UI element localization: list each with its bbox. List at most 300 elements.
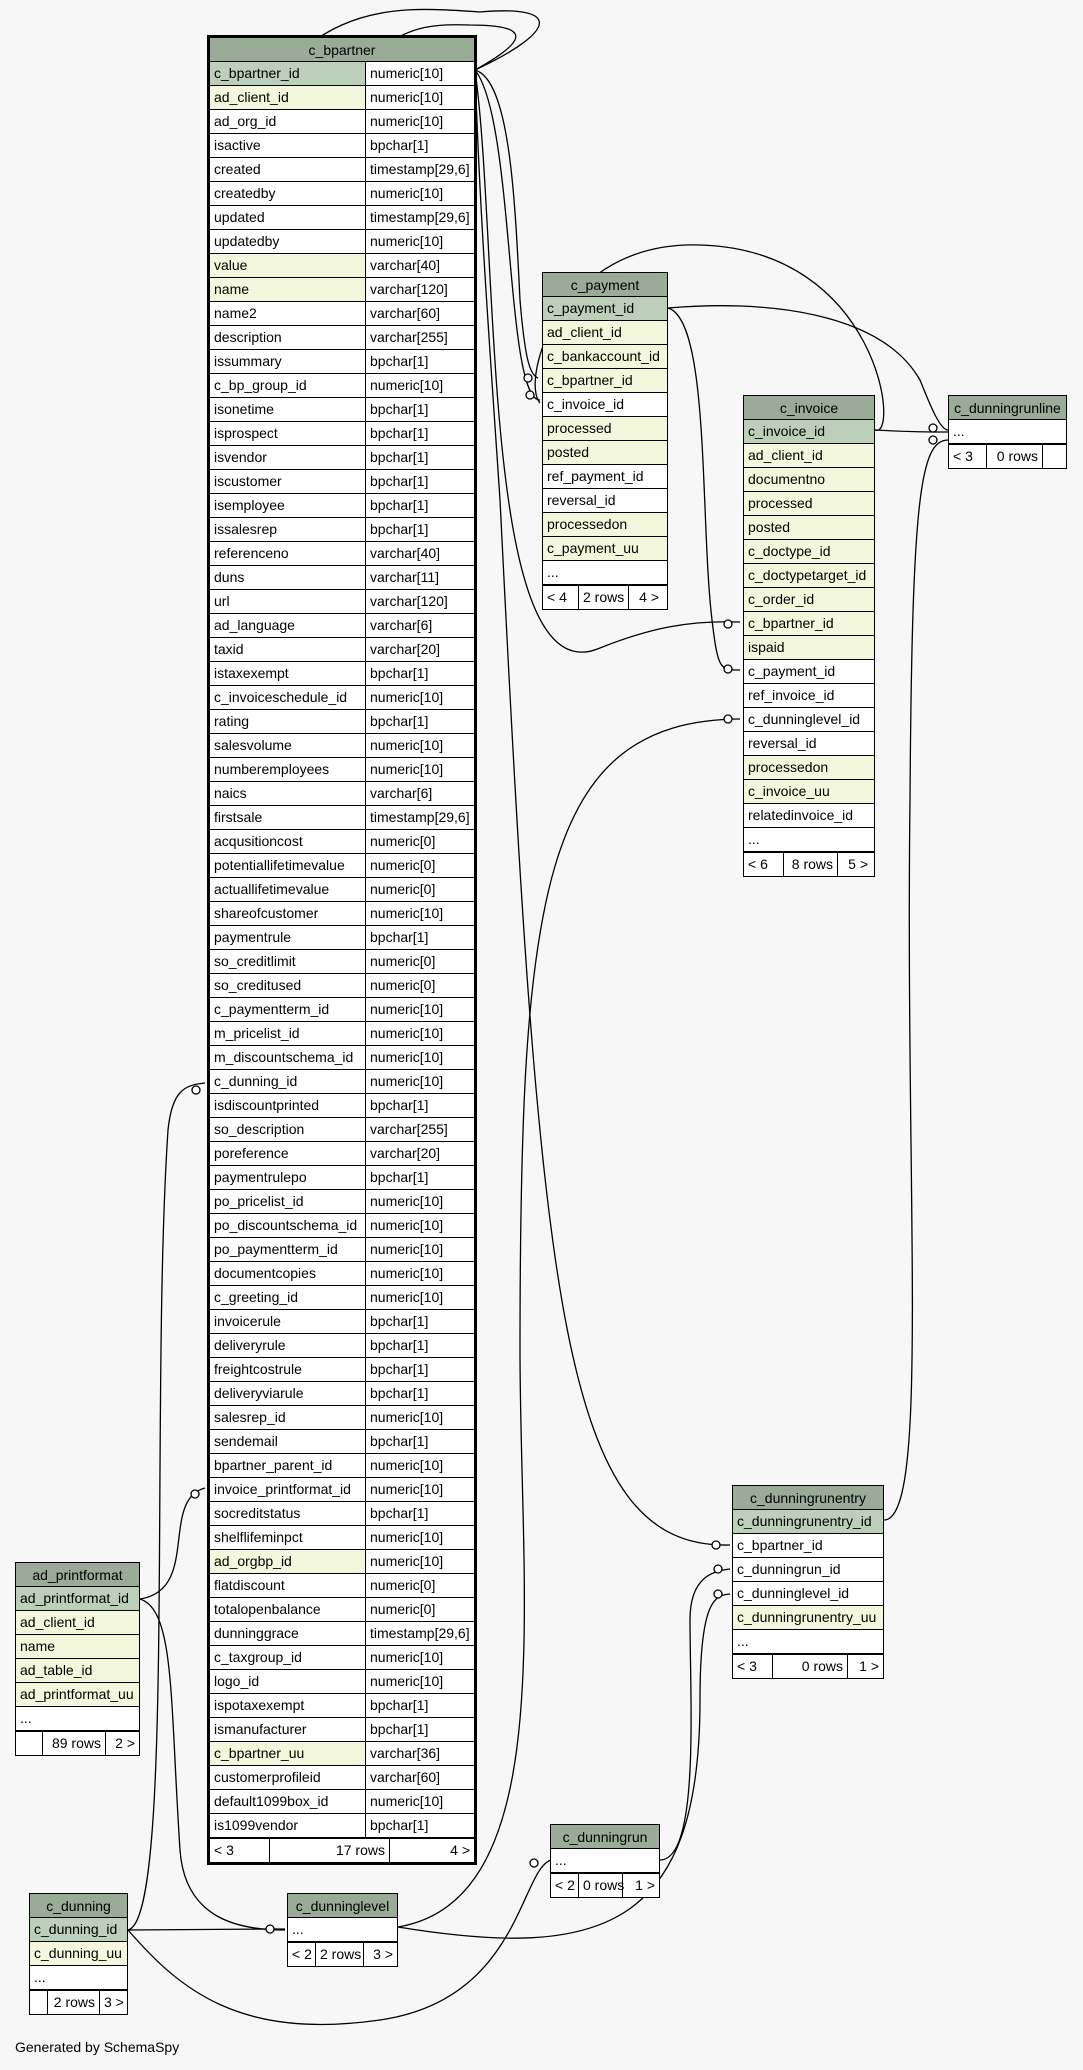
column-name: description bbox=[210, 326, 366, 349]
column-name: shelflifeminpct bbox=[210, 1526, 366, 1549]
column-type: numeric[10] bbox=[370, 1073, 444, 1089]
table-c-dunningrun[interactable] bbox=[550, 1824, 660, 1898]
column-type: numeric[10] bbox=[370, 1409, 444, 1425]
column-name: ref_invoice_id bbox=[748, 687, 835, 703]
column-row[interactable] bbox=[210, 1478, 474, 1502]
column-name: logo_id bbox=[210, 1670, 366, 1693]
column-type: numeric[0] bbox=[370, 833, 436, 849]
column-type: bpchar[1] bbox=[370, 665, 429, 681]
column-row[interactable] bbox=[210, 374, 474, 398]
column-row[interactable] bbox=[210, 1502, 474, 1526]
column-type: bpchar[1] bbox=[370, 425, 429, 441]
column-name: ad_client_id bbox=[210, 86, 366, 109]
parents-count[interactable] bbox=[16, 1732, 43, 1755]
column-name: m_discountschema_id bbox=[210, 1046, 366, 1069]
parents-count[interactable]: < 2 bbox=[288, 1943, 316, 1966]
column-row[interactable] bbox=[210, 1790, 474, 1814]
column-name: acqusitioncost bbox=[210, 830, 366, 853]
column-name: posted bbox=[543, 441, 667, 464]
column-row[interactable] bbox=[30, 1918, 127, 1942]
column-type: numeric[0] bbox=[370, 977, 436, 993]
column-type: bpchar[1] bbox=[370, 1337, 429, 1353]
column-type: timestamp[29,6] bbox=[370, 809, 470, 825]
children-count[interactable]: 4 > bbox=[639, 589, 659, 605]
column-name: flatdiscount bbox=[210, 1574, 366, 1597]
column-row[interactable] bbox=[210, 494, 474, 518]
column-name: c_bankaccount_id bbox=[543, 345, 667, 368]
column-type: bpchar[1] bbox=[370, 1097, 429, 1113]
parents-count[interactable]: < 2 bbox=[551, 1874, 579, 1897]
row-count: 8 rows bbox=[784, 853, 838, 876]
column-row[interactable] bbox=[210, 590, 474, 614]
column-name: ad_printformat_id bbox=[16, 1587, 139, 1610]
column-row[interactable] bbox=[210, 998, 474, 1022]
table-c-bpartner[interactable] bbox=[207, 35, 477, 1865]
parents-count[interactable] bbox=[30, 1991, 48, 2014]
column-name: c_taxgroup_id bbox=[210, 1646, 366, 1669]
column-type: varchar[255] bbox=[370, 1121, 448, 1137]
column-row[interactable] bbox=[210, 1334, 474, 1358]
column-row[interactable] bbox=[744, 564, 874, 588]
column-row[interactable] bbox=[210, 1166, 474, 1190]
column-row[interactable] bbox=[210, 86, 474, 110]
column-name: taxid bbox=[210, 638, 366, 661]
column-row[interactable] bbox=[744, 708, 874, 732]
column-name: c_payment_id bbox=[748, 663, 836, 679]
column-row[interactable] bbox=[210, 926, 474, 950]
column-name: ... bbox=[547, 564, 559, 580]
column-type: varchar[11] bbox=[370, 569, 439, 585]
column-row[interactable] bbox=[744, 684, 874, 708]
column-row[interactable] bbox=[733, 1630, 883, 1654]
column-row[interactable] bbox=[210, 1550, 474, 1574]
column-row[interactable] bbox=[733, 1534, 883, 1558]
column-name: c_paymentterm_id bbox=[210, 998, 366, 1021]
column-row[interactable] bbox=[543, 561, 667, 585]
column-row[interactable] bbox=[744, 636, 874, 660]
column-row[interactable] bbox=[733, 1510, 883, 1534]
column-row[interactable] bbox=[210, 278, 474, 302]
column-name: processedon bbox=[543, 513, 667, 536]
column-row[interactable] bbox=[543, 417, 667, 441]
column-row[interactable] bbox=[733, 1558, 883, 1582]
column-type: bpchar[1] bbox=[370, 353, 429, 369]
column-row[interactable] bbox=[30, 1942, 127, 1966]
column-row[interactable] bbox=[744, 756, 874, 780]
column-type: numeric[10] bbox=[370, 1649, 444, 1665]
column-type: bpchar[1] bbox=[370, 449, 429, 465]
column-name: bpartner_parent_id bbox=[210, 1454, 366, 1477]
column-name: ... bbox=[292, 1921, 304, 1937]
column-row[interactable] bbox=[543, 465, 667, 489]
table-title: c_dunninglevel bbox=[288, 1894, 397, 1918]
column-name: createdby bbox=[210, 182, 366, 205]
column-row[interactable] bbox=[210, 158, 474, 182]
column-name: isactive bbox=[210, 134, 366, 157]
column-row[interactable] bbox=[210, 1238, 474, 1262]
column-row[interactable] bbox=[210, 470, 474, 494]
column-name: issalesrep bbox=[210, 518, 366, 541]
parents-count[interactable]: < 6 bbox=[744, 853, 784, 876]
column-row[interactable] bbox=[744, 732, 874, 756]
column-row[interactable] bbox=[210, 1742, 474, 1766]
column-row[interactable] bbox=[210, 830, 474, 854]
column-row[interactable] bbox=[210, 638, 474, 662]
column-name: freightcostrule bbox=[210, 1358, 366, 1381]
table-footer bbox=[543, 585, 667, 609]
column-type: bpchar[1] bbox=[370, 713, 429, 729]
column-row[interactable] bbox=[210, 326, 474, 350]
column-type: numeric[10] bbox=[370, 113, 444, 129]
column-name: c_invoice_uu bbox=[744, 780, 874, 803]
column-type: numeric[10] bbox=[370, 1001, 444, 1017]
parents-count[interactable]: < 3 bbox=[733, 1655, 773, 1678]
column-row[interactable] bbox=[744, 420, 874, 444]
column-name: deliveryrule bbox=[210, 1334, 366, 1357]
column-name: documentno bbox=[744, 468, 874, 491]
column-name: so_creditused bbox=[210, 974, 366, 997]
column-name: default1099box_id bbox=[210, 1790, 366, 1813]
column-row[interactable] bbox=[210, 758, 474, 782]
column-row[interactable] bbox=[543, 537, 667, 561]
column-type: numeric[10] bbox=[370, 1241, 444, 1257]
table-c-dunninglevel[interactable] bbox=[287, 1893, 398, 1967]
column-name: name bbox=[210, 278, 366, 301]
column-name: firstsale bbox=[210, 806, 366, 829]
column-row[interactable] bbox=[210, 230, 474, 254]
row-count: 0 rows bbox=[987, 445, 1043, 468]
column-row[interactable] bbox=[543, 321, 667, 345]
children-count[interactable]: 3 > bbox=[104, 1994, 124, 2010]
column-row[interactable] bbox=[744, 804, 874, 828]
column-type: numeric[10] bbox=[370, 1289, 444, 1305]
column-row[interactable] bbox=[543, 369, 667, 393]
column-type: numeric[10] bbox=[370, 1529, 444, 1545]
column-name: c_dunning_uu bbox=[30, 1942, 127, 1965]
column-row[interactable] bbox=[210, 710, 474, 734]
column-name: is1099vendor bbox=[210, 1814, 366, 1837]
row-count: 17 rows bbox=[270, 1839, 390, 1862]
column-name: c_dunninglevel_id bbox=[748, 711, 861, 727]
column-row[interactable] bbox=[210, 1070, 474, 1094]
column-row[interactable] bbox=[210, 1406, 474, 1430]
table-c-dunningrunentry[interactable] bbox=[732, 1485, 884, 1679]
column-row[interactable] bbox=[210, 734, 474, 758]
table-c-dunning[interactable] bbox=[29, 1893, 128, 2015]
table-ad-printformat[interactable] bbox=[15, 1562, 140, 1756]
column-name: ispotaxexempt bbox=[210, 1694, 366, 1717]
column-name: ... bbox=[748, 831, 760, 847]
column-type: numeric[10] bbox=[370, 1793, 444, 1809]
column-name: paymentrulepo bbox=[210, 1166, 366, 1189]
column-name: ad_language bbox=[210, 614, 366, 637]
column-name: c_payment_uu bbox=[543, 537, 667, 560]
table-footer bbox=[288, 1942, 397, 1966]
column-name: ad_printformat_uu bbox=[16, 1683, 139, 1706]
column-name: numberemployees bbox=[210, 758, 366, 781]
column-name: c_bpartner_id bbox=[744, 612, 874, 635]
column-row[interactable] bbox=[210, 1622, 474, 1646]
column-row[interactable] bbox=[210, 1310, 474, 1334]
column-type: varchar[36] bbox=[370, 1745, 441, 1761]
column-row[interactable] bbox=[210, 350, 474, 374]
column-row[interactable] bbox=[210, 110, 474, 134]
column-row[interactable] bbox=[210, 1094, 474, 1118]
column-row[interactable] bbox=[733, 1606, 883, 1630]
column-row[interactable] bbox=[744, 516, 874, 540]
column-name: documentcopies bbox=[210, 1262, 366, 1285]
table-title: c_dunningrunline bbox=[949, 396, 1066, 420]
column-type: numeric[0] bbox=[370, 857, 436, 873]
column-row[interactable] bbox=[210, 1382, 474, 1406]
column-row[interactable] bbox=[744, 588, 874, 612]
column-row[interactable] bbox=[210, 1286, 474, 1310]
column-row[interactable] bbox=[210, 134, 474, 158]
column-name: ad_table_id bbox=[16, 1659, 139, 1682]
column-row[interactable] bbox=[16, 1707, 139, 1731]
column-row[interactable] bbox=[210, 1022, 474, 1046]
table-c-payment[interactable] bbox=[542, 272, 668, 610]
column-type: bpchar[1] bbox=[370, 1433, 429, 1449]
table-footer bbox=[949, 444, 1066, 468]
column-row[interactable] bbox=[210, 1214, 474, 1238]
column-name: value bbox=[210, 254, 366, 277]
column-row[interactable] bbox=[210, 1046, 474, 1070]
column-type: timestamp[29,6] bbox=[370, 209, 470, 225]
children-count[interactable]: 1 > bbox=[859, 1658, 879, 1674]
column-name: invoice_printformat_id bbox=[210, 1478, 366, 1501]
column-name: c_bpartner_uu bbox=[210, 1742, 366, 1765]
column-name: c_bpartner_id bbox=[543, 369, 667, 392]
column-row[interactable] bbox=[744, 468, 874, 492]
column-name: poreference bbox=[210, 1142, 366, 1165]
column-row[interactable] bbox=[551, 1849, 659, 1873]
column-row[interactable] bbox=[744, 780, 874, 804]
table-title: c_payment bbox=[543, 273, 667, 297]
column-type: bpchar[1] bbox=[370, 137, 429, 153]
column-row[interactable] bbox=[543, 393, 667, 417]
table-c-dunningrunline[interactable] bbox=[948, 395, 1067, 469]
column-row[interactable] bbox=[210, 518, 474, 542]
column-row[interactable] bbox=[16, 1659, 139, 1683]
column-type: numeric[10] bbox=[370, 1457, 444, 1473]
column-row[interactable] bbox=[210, 1142, 474, 1166]
column-name: ispaid bbox=[744, 636, 874, 659]
column-row[interactable] bbox=[744, 492, 874, 516]
column-row[interactable] bbox=[210, 1670, 474, 1694]
column-row[interactable] bbox=[210, 254, 474, 278]
column-row[interactable] bbox=[210, 1454, 474, 1478]
column-name: ad_client_id bbox=[16, 1611, 139, 1634]
column-row[interactable] bbox=[210, 1694, 474, 1718]
table-title: c_dunningrun bbox=[551, 1825, 659, 1849]
table-footer bbox=[733, 1654, 883, 1678]
column-type: numeric[10] bbox=[370, 233, 444, 249]
table-footer bbox=[30, 1990, 127, 2014]
column-row[interactable] bbox=[16, 1611, 139, 1635]
column-name: c_bp_group_id bbox=[210, 374, 366, 397]
column-name: c_dunninglevel_id bbox=[737, 1585, 850, 1601]
column-type: bpchar[1] bbox=[370, 1817, 429, 1833]
column-name: rating bbox=[210, 710, 366, 733]
column-row[interactable] bbox=[210, 1430, 474, 1454]
column-type: bpchar[1] bbox=[370, 1721, 429, 1737]
column-type: numeric[0] bbox=[370, 1601, 436, 1617]
column-name: m_pricelist_id bbox=[210, 1022, 366, 1045]
children-count[interactable]: 1 > bbox=[635, 1877, 655, 1893]
column-name: c_dunning_id bbox=[210, 1070, 366, 1093]
column-type: numeric[0] bbox=[370, 953, 436, 969]
column-row[interactable] bbox=[543, 297, 667, 321]
column-row[interactable] bbox=[210, 806, 474, 830]
column-row[interactable] bbox=[744, 612, 874, 636]
column-name: isdiscountprinted bbox=[210, 1094, 366, 1117]
children-count[interactable]: 3 > bbox=[373, 1946, 393, 1962]
column-type: numeric[10] bbox=[370, 1481, 444, 1497]
column-name: paymentrule bbox=[210, 926, 366, 949]
column-type: numeric[10] bbox=[370, 1049, 444, 1065]
column-row[interactable] bbox=[30, 1966, 127, 1990]
column-type: numeric[10] bbox=[370, 185, 444, 201]
column-row[interactable] bbox=[210, 1646, 474, 1670]
parents-count[interactable]: < 3 bbox=[949, 445, 987, 468]
column-type: numeric[10] bbox=[370, 737, 444, 753]
column-name: shareofcustomer bbox=[210, 902, 366, 925]
column-name: name2 bbox=[210, 302, 366, 325]
column-name: processedon bbox=[744, 756, 874, 779]
table-footer bbox=[16, 1731, 139, 1755]
column-row[interactable] bbox=[210, 206, 474, 230]
column-row[interactable] bbox=[744, 828, 874, 852]
column-type: numeric[10] bbox=[370, 905, 444, 921]
column-type: numeric[10] bbox=[370, 1193, 444, 1209]
column-name: salesvolume bbox=[210, 734, 366, 757]
column-row[interactable] bbox=[744, 660, 874, 684]
column-name: reversal_id bbox=[547, 492, 616, 508]
column-name: c_dunningrun_id bbox=[737, 1561, 841, 1577]
column-name: isprospect bbox=[210, 422, 366, 445]
column-row[interactable] bbox=[210, 302, 474, 326]
column-row[interactable] bbox=[543, 513, 667, 537]
column-row[interactable] bbox=[210, 782, 474, 806]
column-row[interactable] bbox=[210, 974, 474, 998]
children-count[interactable] bbox=[1043, 445, 1066, 468]
column-name: isonetime bbox=[210, 398, 366, 421]
children-count[interactable]: 2 > bbox=[115, 1735, 135, 1751]
children-count[interactable]: 4 > bbox=[450, 1842, 470, 1858]
row-count: 0 rows bbox=[579, 1874, 623, 1897]
column-name: updatedby bbox=[210, 230, 366, 253]
column-row[interactable] bbox=[210, 1190, 474, 1214]
column-row[interactable] bbox=[16, 1683, 139, 1707]
column-type: numeric[10] bbox=[370, 1553, 444, 1569]
column-type: bpchar[1] bbox=[370, 1505, 429, 1521]
column-row[interactable] bbox=[16, 1635, 139, 1659]
column-row[interactable] bbox=[288, 1918, 397, 1942]
column-row[interactable] bbox=[949, 420, 1066, 444]
column-row[interactable] bbox=[210, 950, 474, 974]
column-name: ad_orgbp_id bbox=[210, 1550, 366, 1573]
column-row[interactable] bbox=[210, 1574, 474, 1598]
column-row[interactable] bbox=[210, 1526, 474, 1550]
column-row[interactable] bbox=[210, 686, 474, 710]
parents-count[interactable]: < 4 bbox=[543, 586, 579, 609]
column-name: po_pricelist_id bbox=[210, 1190, 366, 1213]
column-row[interactable] bbox=[210, 614, 474, 638]
parents-count[interactable]: < 3 bbox=[210, 1839, 270, 1862]
column-name: po_paymentterm_id bbox=[210, 1238, 366, 1261]
column-type: numeric[10] bbox=[370, 1025, 444, 1041]
column-row[interactable] bbox=[210, 878, 474, 902]
column-name: c_invoice_id bbox=[744, 420, 874, 443]
column-row[interactable] bbox=[543, 489, 667, 513]
column-name: ref_payment_id bbox=[547, 468, 644, 484]
column-type: bpchar[1] bbox=[370, 473, 429, 489]
row-count: 89 rows bbox=[43, 1732, 106, 1755]
column-name: processed bbox=[543, 417, 667, 440]
column-row[interactable] bbox=[210, 1718, 474, 1742]
column-row[interactable] bbox=[210, 62, 474, 86]
column-row[interactable] bbox=[210, 446, 474, 470]
column-type: numeric[10] bbox=[370, 1217, 444, 1233]
column-name: issummary bbox=[210, 350, 366, 373]
column-row[interactable] bbox=[210, 1766, 474, 1790]
column-type: numeric[10] bbox=[370, 761, 444, 777]
column-row[interactable] bbox=[210, 1814, 474, 1838]
column-row[interactable] bbox=[744, 444, 874, 468]
column-name: invoicerule bbox=[210, 1310, 366, 1333]
column-name: ... bbox=[555, 1852, 567, 1868]
table-c-invoice[interactable] bbox=[743, 395, 875, 877]
column-row[interactable] bbox=[543, 441, 667, 465]
column-row[interactable] bbox=[210, 542, 474, 566]
table-title: ad_printformat bbox=[16, 1563, 139, 1587]
table-footer bbox=[551, 1873, 659, 1897]
column-name: iscustomer bbox=[210, 470, 366, 493]
column-type: timestamp[29,6] bbox=[370, 161, 470, 177]
column-name: istaxexempt bbox=[210, 662, 366, 685]
column-row[interactable] bbox=[543, 345, 667, 369]
column-row[interactable] bbox=[210, 902, 474, 926]
column-name: c_dunningrunentry_uu bbox=[733, 1606, 883, 1629]
column-row[interactable] bbox=[16, 1587, 139, 1611]
children-count[interactable]: 5 > bbox=[848, 856, 868, 872]
column-name: c_doctype_id bbox=[744, 540, 874, 563]
column-row[interactable] bbox=[210, 662, 474, 686]
column-name: potentiallifetimevalue bbox=[210, 854, 366, 877]
column-row[interactable] bbox=[744, 540, 874, 564]
column-row[interactable] bbox=[210, 182, 474, 206]
column-row[interactable] bbox=[210, 566, 474, 590]
column-row[interactable] bbox=[733, 1582, 883, 1606]
column-row[interactable] bbox=[210, 1262, 474, 1286]
column-name: isemployee bbox=[210, 494, 366, 517]
column-type: varchar[120] bbox=[370, 593, 448, 609]
column-row[interactable] bbox=[210, 398, 474, 422]
column-type: varchar[120] bbox=[370, 281, 448, 297]
column-row[interactable] bbox=[210, 422, 474, 446]
column-type: numeric[10] bbox=[370, 1673, 444, 1689]
column-row[interactable] bbox=[210, 1358, 474, 1382]
column-row[interactable] bbox=[210, 854, 474, 878]
column-row[interactable] bbox=[210, 1598, 474, 1622]
column-name: ... bbox=[20, 1710, 32, 1726]
column-row[interactable] bbox=[210, 1118, 474, 1142]
column-name: c_bpartner_id bbox=[210, 62, 366, 85]
column-name: posted bbox=[744, 516, 874, 539]
column-name: c_doctypetarget_id bbox=[744, 564, 874, 587]
table-footer bbox=[744, 852, 874, 876]
